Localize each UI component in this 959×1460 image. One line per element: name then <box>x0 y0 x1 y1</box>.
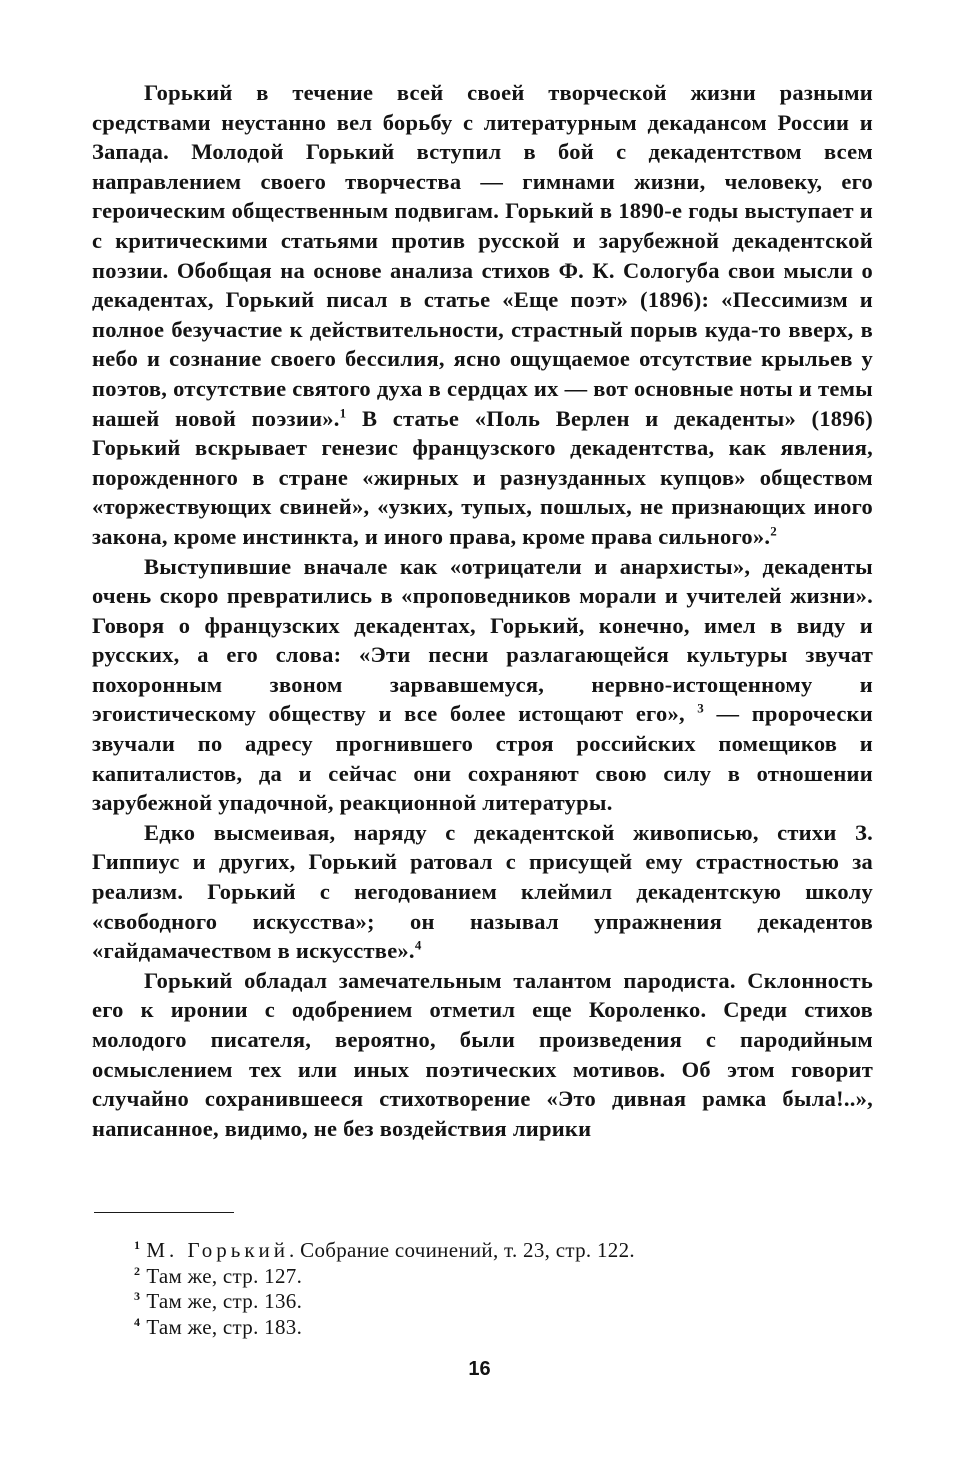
footnote-number: 2 <box>134 1263 141 1278</box>
footnote-number: 3 <box>134 1289 141 1303</box>
footnote <box>134 1315 834 1341</box>
paragraph-text: Горький обладал замечательным талантом пародиста. Склонность его к иронии с одобрением отметил еще Короленко. Среди стихов молодого писателя, вероятно, были произведения с пародийным осмыслением тех или иных поэтических мотивов. Об этом говорит случайно сохранившееся стихотворение «Это дивная рамка была!..», написанное, видимо, не без воздействия лирики <box>92 967 873 1141</box>
paragraph-text: Выступившие вначале как «отрицатели и анархисты», декаденты очень скоро превратились в «проповедников морали и учителей жизни». Говоря о французских декадентах, Горький, конечно, имел в виду и русских, а его слова: «Эти песни разлагающейся культуры звучат похоронным звоном зарвавшемуся, нервно-истощенному и эгоистическому обществу и все более истощают его», <box>92 553 873 727</box>
page-number: 16 <box>468 1358 491 1380</box>
footnote-reference: 4 <box>414 937 422 953</box>
paragraph-text: В статье «Поль Верлен и декаденты» (1896) Горький вскрывает генезис французского декадентства, как явления, порожденного в стране «жирных и разнузданных купцов» обществом «торжествующих свиней», «узких, тупых, пошлых, не признающих иного закона, кроме инстинкта, и иного права, кроме права сильного». <box>92 405 873 549</box>
footnote-reference: 3 <box>697 700 705 716</box>
footnote-number: 1 <box>134 1238 141 1252</box>
main-text <box>92 78 873 1143</box>
footnote-reference: 2 <box>770 523 777 539</box>
paragraph-text: Едко высмеивая, наряду с декадентской живописью, стихи З. Гиппиус и других, Горький ратовал с присущей ему страстностью за реализм. Горький с негодованием клеймил декадентскую школу «свободного искусства»; он называл упражнения декадентов «гайдамачеством в искусстве». <box>92 819 873 964</box>
paragraph <box>92 818 873 966</box>
footnote <box>134 1238 834 1264</box>
footnote <box>134 1264 834 1290</box>
footnote-reference: 1 <box>339 405 347 421</box>
paragraph <box>92 552 873 818</box>
paragraph <box>92 966 873 1144</box>
footnote-divider <box>94 1212 234 1213</box>
footnotes <box>134 1238 834 1340</box>
footnote-text: Там же, стр. 183. <box>146 1314 303 1339</box>
footnote-text: . Собрание сочинений, т. 23, стр. 122. <box>289 1238 635 1262</box>
footnote-text: Там же, стр. 136. <box>146 1289 303 1313</box>
footnote <box>134 1289 834 1315</box>
paragraph-text: — пророчески звучали по адресу прогнившего строя российских помещиков и капиталистов, да и сейчас они сохраняют свою силу в отношении зарубежной упадочной, реакционной литературы. <box>92 701 873 816</box>
footnote-text: Там же, стр. 127. <box>146 1263 303 1288</box>
footnote-number: 4 <box>134 1314 141 1329</box>
footnote-author: М. Горький <box>146 1238 290 1262</box>
paragraph <box>92 78 873 552</box>
paragraph-text: Горький в течение всей своей творческой жизни разными средствами неустанно вел борьбу с литературным декадансом России и Запада. Молодой Горький вступил в бой с декадентством всем направлением своего творчества — гимнами жизни, человеку, его героическим общественным подвигам. Горький в 1890-е годы выступает и с критическими статьями против русской и зарубежной декадентской поэзии. Обобщая на основе анализа стихов Ф. К. Сологуба свои мысли о декадентах, Горький писал в статье «Еще поэт» (1896): «Пессимизм и полное безучастие к действительности, страстный порыв куда-то вверх, в небо и сознание своего бессилия, ясно ощущаемое отсутствие крыльев у поэтов, отсутствие святого духа в сердцах их — вот основные ноты и темы нашей новой поэзии». <box>92 80 873 431</box>
